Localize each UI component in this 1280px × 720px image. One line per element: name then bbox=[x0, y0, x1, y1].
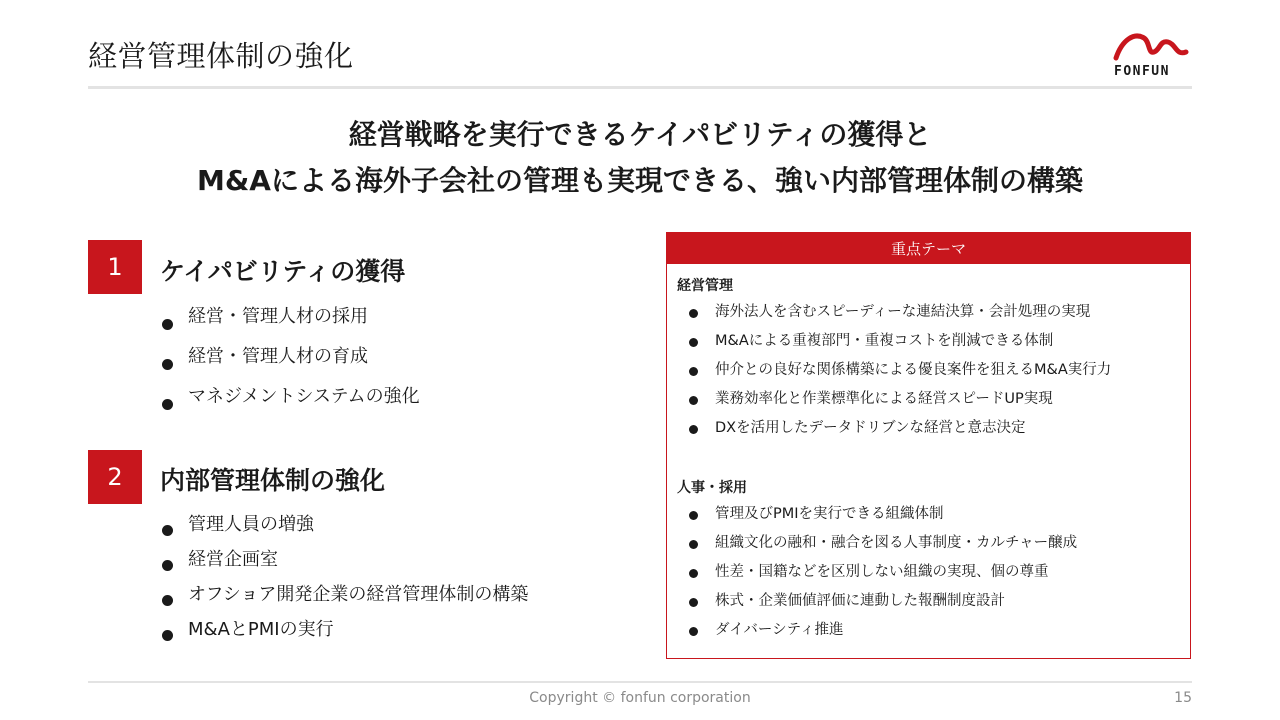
list-item: 業務効率化と作業標準化による経営スピードUP実現 bbox=[687, 385, 1111, 414]
list-item: 管理及びPMIを実行できる組織体制 bbox=[687, 500, 1077, 529]
header-divider bbox=[88, 86, 1192, 89]
list-item: 経営・管理人材の育成 bbox=[162, 344, 420, 384]
list-item: 組織文化の融和・融合を図る人事制度・カルチャー醸成 bbox=[687, 529, 1077, 558]
section-title: ケイパビリティの獲得 bbox=[160, 257, 406, 286]
list-item: オフショア開発企業の経営管理体制の構築 bbox=[162, 582, 528, 617]
panel-group-title: 人事・採用 bbox=[677, 480, 747, 496]
panel-item-list bbox=[687, 500, 1077, 645]
list-item: 海外法人を含むスピーディーな連結決算・会計処理の実現 bbox=[687, 298, 1111, 327]
page-title: 経営管理体制の強化 bbox=[88, 39, 354, 73]
list-item: 性差・国籍などを区別しない組織の実現、個の尊重 bbox=[687, 558, 1077, 587]
list-item: M&Aによる重複部門・重複コストを削減できる体制 bbox=[687, 327, 1111, 356]
list-item: 管理人員の増強 bbox=[162, 512, 528, 547]
list-item: 経営・管理人材の採用 bbox=[162, 304, 420, 344]
copyright-text: Copyright © fonfun corporation bbox=[529, 690, 751, 706]
section-title: 内部管理体制の強化 bbox=[160, 466, 386, 495]
key-themes-panel bbox=[666, 232, 1191, 659]
logo-wordmark: FONFUN bbox=[1114, 64, 1170, 79]
page-number: 15 bbox=[1174, 690, 1192, 706]
headline-line-1: 経営戦略を実行できるケイパビリティの獲得と bbox=[348, 118, 932, 151]
footer-divider bbox=[88, 681, 1192, 683]
panel-group-title: 経営管理 bbox=[677, 278, 733, 294]
panel-header: 重点テーマ bbox=[667, 233, 1190, 264]
section-number-badge: 2 bbox=[88, 450, 142, 504]
list-item: 経営企画室 bbox=[162, 547, 528, 582]
headline bbox=[88, 112, 1192, 204]
list-item: DXを活用したデータドリブンな経営と意志決定 bbox=[687, 414, 1111, 443]
list-item: M&AとPMIの実行 bbox=[162, 617, 528, 652]
section-item-list bbox=[162, 304, 420, 424]
list-item: ダイバーシティ推進 bbox=[687, 616, 1077, 645]
list-item: マネジメントシステムの強化 bbox=[162, 384, 420, 424]
section-number-badge: 1 bbox=[88, 240, 142, 294]
list-item: 株式・企業価値評価に連動した報酬制度設計 bbox=[687, 587, 1077, 616]
headline-line-2: M&Aによる海外子会社の管理も実現できる、強い内部管理体制の構築 bbox=[197, 164, 1083, 197]
panel-item-list bbox=[687, 298, 1111, 443]
section-item-list bbox=[162, 512, 528, 652]
list-item: 仲介との良好な関係構築による優良案件を狙えるM&A実行力 bbox=[687, 356, 1111, 385]
